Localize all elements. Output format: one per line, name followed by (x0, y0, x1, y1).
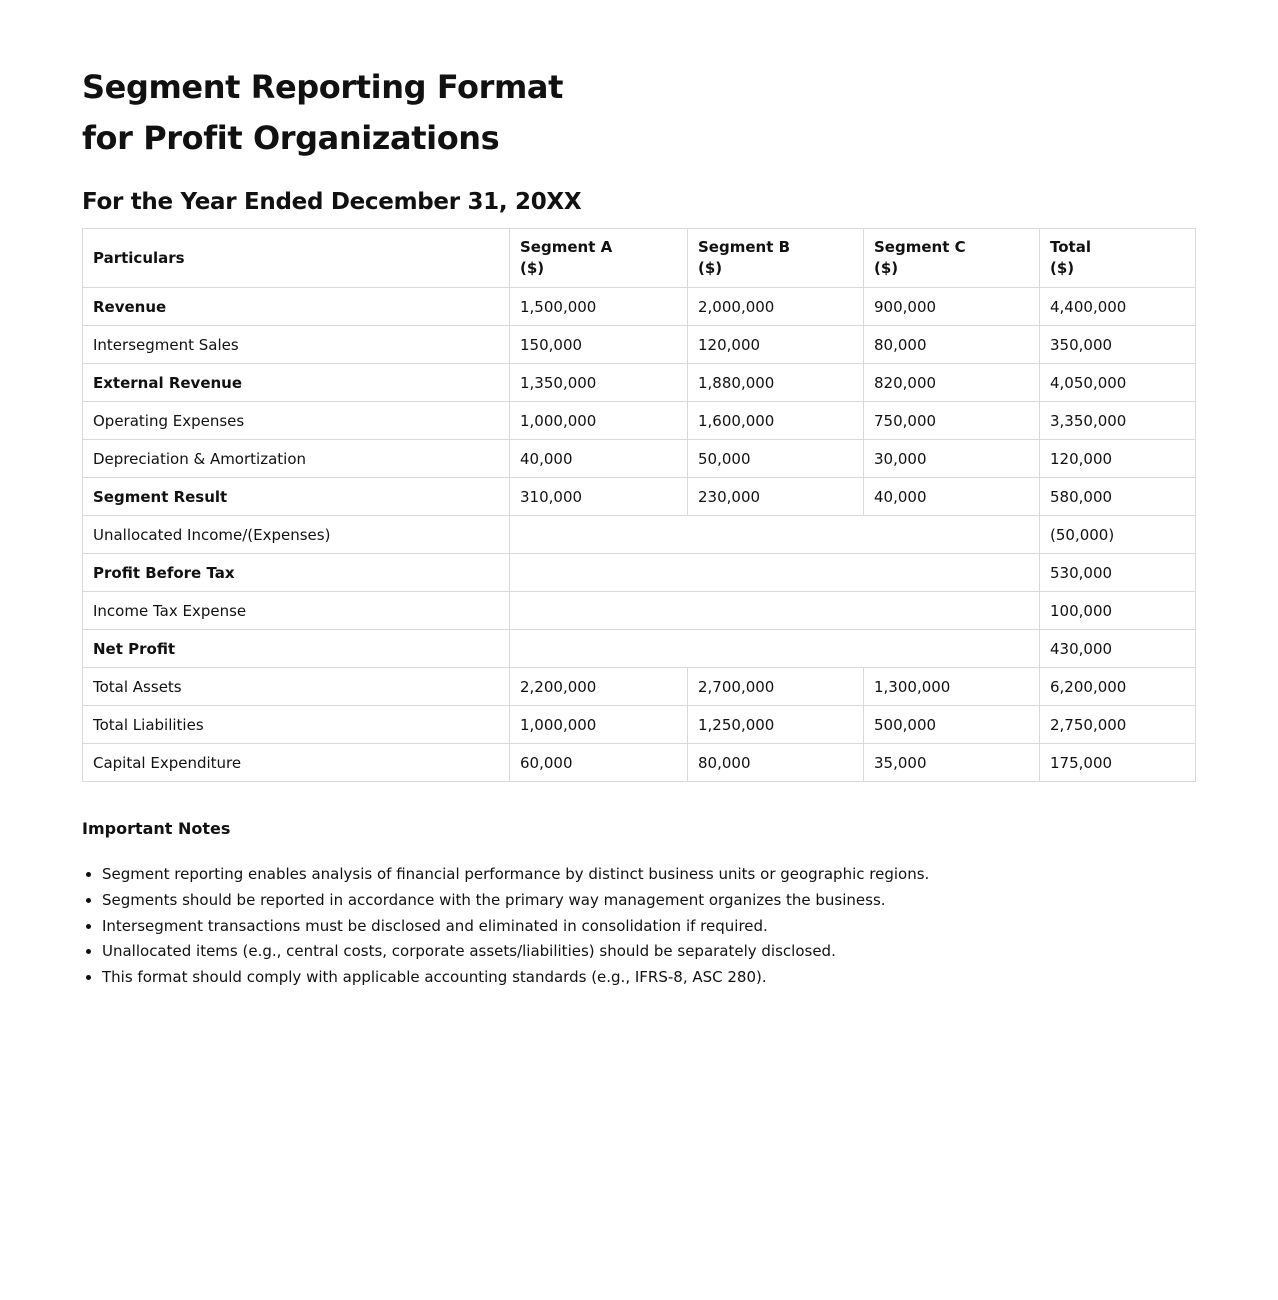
notes-heading: Important Notes (82, 819, 231, 838)
row-label: Unallocated Income/(Expenses) (83, 516, 510, 554)
list-item: • Segments should be reported in accordance with the primary way management organizes the business. (102, 888, 1196, 914)
table-row (83, 706, 1196, 744)
title-line-2: for Profit Organizations (82, 119, 500, 157)
list-item: • Segment reporting enables analysis of financial performance by distinct business units or geographic regions. (102, 862, 1196, 888)
table-header-row (83, 229, 1196, 288)
cell-segment-c: 80,000 (864, 326, 1040, 364)
header-total-unit: ($) (1050, 259, 1075, 277)
header-total (1040, 229, 1196, 288)
cell-total: 4,400,000 (1040, 288, 1196, 326)
header-segment-c (864, 229, 1040, 288)
cell-segment-c: 750,000 (864, 402, 1040, 440)
merged-empty-cell (510, 554, 1040, 592)
merged-empty-cell (510, 592, 1040, 630)
cell-total: 430,000 (1040, 630, 1196, 668)
merged-empty-cell (510, 630, 1040, 668)
cell-segment-a: 150,000 (510, 326, 688, 364)
header-segment-c-unit: ($) (874, 259, 899, 277)
list-item: • This format should comply with applicable accounting standards (e.g., IFRS-8, ASC 280). (102, 965, 1196, 991)
cell-segment-a: 1,000,000 (510, 706, 688, 744)
cell-segment-c: 1,300,000 (864, 668, 1040, 706)
table-row (83, 364, 1196, 402)
cell-segment-c: 30,000 (864, 440, 1040, 478)
table-row (83, 630, 1196, 668)
cell-segment-b: 50,000 (688, 440, 864, 478)
table-row (83, 516, 1196, 554)
table-row (83, 402, 1196, 440)
table-row (83, 668, 1196, 706)
cell-segment-a: 40,000 (510, 440, 688, 478)
header-particulars-label: Particulars (93, 248, 185, 267)
row-label: Intersegment Sales (83, 326, 510, 364)
cell-segment-b: 1,250,000 (688, 706, 864, 744)
table-row (83, 592, 1196, 630)
cell-segment-c: 500,000 (864, 706, 1040, 744)
cell-total: (50,000) (1040, 516, 1196, 554)
header-particulars (83, 229, 510, 288)
header-segment-a-unit: ($) (520, 259, 545, 277)
cell-segment-c: 900,000 (864, 288, 1040, 326)
cell-total: 175,000 (1040, 744, 1196, 782)
header-segment-b-label: Segment B (698, 238, 791, 256)
cell-segment-a: 60,000 (510, 744, 688, 782)
cell-total: 6,200,000 (1040, 668, 1196, 706)
table-row (83, 744, 1196, 782)
cell-segment-c: 40,000 (864, 478, 1040, 516)
header-segment-c-label: Segment C (874, 238, 966, 256)
list-item: • Intersegment transactions must be disclosed and eliminated in consolidation if required. (102, 914, 1196, 940)
row-label: Income Tax Expense (83, 592, 510, 630)
cell-segment-b: 230,000 (688, 478, 864, 516)
cell-total: 2,750,000 (1040, 706, 1196, 744)
cell-total: 100,000 (1040, 592, 1196, 630)
cell-total: 580,000 (1040, 478, 1196, 516)
cell-segment-a: 310,000 (510, 478, 688, 516)
table-row (83, 288, 1196, 326)
table-row (83, 478, 1196, 516)
cell-total: 350,000 (1040, 326, 1196, 364)
segment-report-table (82, 228, 1196, 782)
row-label: Capital Expenditure (83, 744, 510, 782)
header-segment-b (688, 229, 864, 288)
cell-total: 530,000 (1040, 554, 1196, 592)
row-label: Revenue (83, 288, 510, 326)
cell-total: 120,000 (1040, 440, 1196, 478)
header-total-label: Total (1050, 238, 1091, 256)
cell-segment-c: 35,000 (864, 744, 1040, 782)
page-title (82, 62, 1196, 164)
row-label: Operating Expenses (83, 402, 510, 440)
cell-segment-b: 1,880,000 (688, 364, 864, 402)
cell-segment-b: 2,000,000 (688, 288, 864, 326)
table-row (83, 440, 1196, 478)
row-label: Profit Before Tax (83, 554, 510, 592)
cell-segment-b: 80,000 (688, 744, 864, 782)
row-label: Total Assets (83, 668, 510, 706)
row-label: External Revenue (83, 364, 510, 402)
header-segment-b-unit: ($) (698, 259, 723, 277)
table-row (83, 554, 1196, 592)
table-row (83, 326, 1196, 364)
header-segment-a (510, 229, 688, 288)
cell-segment-a: 1,350,000 (510, 364, 688, 402)
row-label: Segment Result (83, 478, 510, 516)
cell-segment-a: 1,000,000 (510, 402, 688, 440)
cell-total: 3,350,000 (1040, 402, 1196, 440)
report-period-subtitle: For the Year Ended December 31, 20XX (82, 189, 582, 215)
cell-segment-b: 1,600,000 (688, 402, 864, 440)
title-line-1: Segment Reporting Format (82, 68, 563, 106)
cell-segment-a: 1,500,000 (510, 288, 688, 326)
header-segment-a-label: Segment A (520, 238, 613, 256)
list-item: • Unallocated items (e.g., central costs, corporate assets/liabilities) should be separately disclosed. (102, 939, 1196, 965)
cell-segment-b: 120,000 (688, 326, 864, 364)
cell-segment-b: 2,700,000 (688, 668, 864, 706)
cell-segment-a: 2,200,000 (510, 668, 688, 706)
merged-empty-cell (510, 516, 1040, 554)
notes-list (82, 862, 1196, 991)
row-label: Depreciation & Amortization (83, 440, 510, 478)
cell-segment-c: 820,000 (864, 364, 1040, 402)
row-label: Net Profit (83, 630, 510, 668)
row-label: Total Liabilities (83, 706, 510, 744)
cell-total: 4,050,000 (1040, 364, 1196, 402)
